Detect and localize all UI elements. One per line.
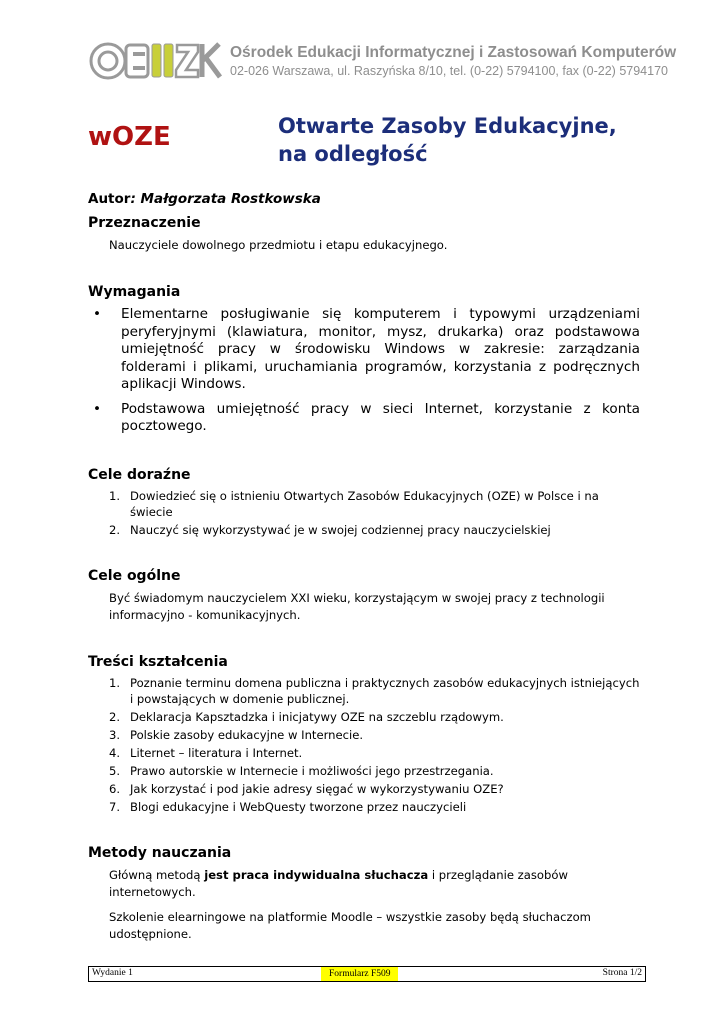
list-number: 1. (109, 488, 121, 503)
author-line (88, 191, 640, 207)
list-item (88, 488, 640, 520)
list-number: 4. (109, 745, 121, 760)
list-item-text: Blogi edukacyjne i WebQuesty tworzone przez nauczycieli (130, 799, 467, 814)
list-number: 3. (109, 727, 121, 742)
section-metody (88, 845, 640, 943)
list-item (88, 522, 640, 538)
document-body (88, 191, 640, 943)
section-text: Szkolenie elearningowe na platformie Moodle – wszystkie zasoby będą słuchaczom udostępnione. (109, 909, 591, 941)
list-item (88, 799, 640, 815)
organization-info (230, 44, 677, 78)
list-item-text: Deklaracja Kapsztadzka i inicjatywy OZE na szczeblu rządowym. (130, 709, 504, 724)
section-heading: Wymagania (88, 284, 181, 300)
section-heading: Metody nauczania (88, 844, 232, 861)
footer-edition: Wydanie 1 (92, 968, 133, 978)
list-item-text: Poznanie terminu domena publiczna i praktycznych zasobów edukacyjnych istniejących i powstających w domenie publicznej. (130, 675, 640, 706)
oeiizk-logo (88, 40, 224, 82)
list-number: 6. (109, 781, 121, 796)
footer-page-number: Strona 1/2 (602, 968, 642, 978)
list-item (88, 781, 640, 797)
list-item (88, 727, 640, 743)
requirements-list (88, 306, 640, 436)
text-run: Główną metodą (109, 867, 205, 882)
course-title-line2: na odległość (278, 142, 428, 166)
section-tresci (88, 654, 640, 815)
list-number: 2. (109, 709, 121, 724)
list-item-text: Elementarne posługiwanie się komputerem i typowymi urządzeniami peryferyjnymi (klawiatura, monitor, mysz, drukarka) oraz podstawowa umiejętność pracy w środowisku Windows w zakresie: zarządzania folderami i plikami, uruchamiania programów, korzystania z podręcznych aplikacji Windows. (121, 306, 640, 392)
section-text (109, 867, 640, 901)
list-number: 7. (109, 799, 121, 814)
list-number: 1. (109, 675, 121, 690)
section-heading: Cele doraźne (88, 466, 191, 483)
section-cele-ogolne (88, 568, 640, 624)
section-heading: Treści kształcenia (88, 653, 228, 670)
bullet-icon: • (93, 400, 102, 417)
course-code: wOZE (88, 122, 171, 152)
list-item (88, 763, 640, 779)
author-name: : Małgorzata Rostkowska (130, 191, 321, 207)
list-item (88, 401, 640, 436)
list-item-text: Jak korzystać i pod jakie adresy sięgać w wykorzystywaniu OZE? (130, 781, 504, 796)
list-item (88, 709, 640, 725)
section-heading: Przeznaczenie (88, 215, 201, 231)
list-number: 2. (109, 522, 121, 537)
section-heading: Cele ogólne (88, 567, 181, 584)
author-label: Autor (88, 191, 131, 207)
organization-name: Ośrodek Edukacji Informatycznej i Zastosowań Komputerów (230, 44, 677, 61)
section-wymagania (88, 284, 640, 436)
list-item-text: Prawo autorskie w Internecie i możliwości jego przestrzegania. (130, 763, 494, 778)
list-item (88, 745, 640, 761)
list-item-text: Polskie zasoby edukacyjne w Internecie. (130, 727, 364, 742)
page-footer (88, 966, 646, 982)
immediate-goals-list (88, 488, 640, 538)
list-number: 5. (109, 763, 121, 778)
list-item-text: Liternet – literatura i Internet. (130, 745, 303, 760)
footer-form-id: Formularz F509 (321, 967, 398, 981)
curriculum-list (88, 675, 640, 815)
text-run: i przeglądanie zasobów internetowych. (109, 867, 568, 899)
list-item (88, 675, 640, 707)
list-item (88, 306, 640, 394)
section-text: Nauczyciele dowolnego przedmiotu i etapu edukacyjnego. (109, 238, 448, 252)
section-cele-dorazne (88, 467, 640, 538)
bold-text: jest praca indywidualna słuchacza (204, 867, 429, 882)
course-title (278, 112, 617, 168)
list-item-text: Nauczyć się wykorzystywać je w swojej codziennej pracy nauczycielskiej (130, 522, 551, 537)
course-title-line1: Otwarte Zasoby Edukacyjne, (278, 114, 617, 138)
list-item-text: Podstawowa umiejętność pracy w sieci Internet, korzystanie z konta pocztowego. (121, 400, 640, 434)
bullet-icon: • (93, 306, 102, 322)
list-item-text: Dowiedzieć się o istnieniu Otwartych Zasobów Edukacyjnych (OZE) w Polsce i na świecie (130, 488, 599, 519)
section-przeznaczenie (88, 215, 640, 254)
organization-address: 02-026 Warszawa, ul. Raszyńska 8/10, tel. (0-22) 5794100, fax (0-22) 5794170 (230, 64, 668, 78)
section-text: Być świadomym nauczycielem XXI wieku, korzystającym w swojej pracy z technologii informacyjno - komunikacyjnych. (109, 590, 605, 622)
